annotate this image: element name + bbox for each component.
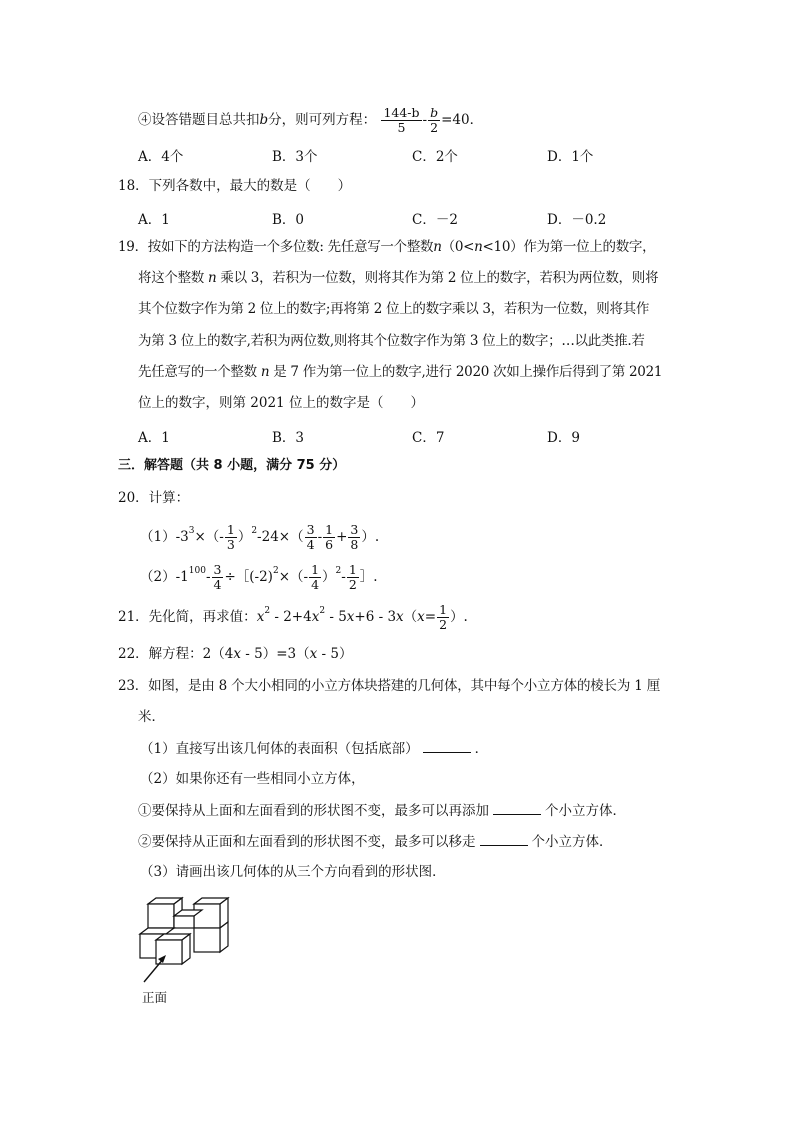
q17-item4-tail: =40． [441, 112, 484, 128]
q18-option-c: C．－2 [412, 212, 458, 228]
q20-p1-f4d: 8 [350, 537, 359, 552]
q21-x1-exp: 2 [264, 606, 271, 616]
q20-p1-e: - [317, 529, 323, 545]
q22-end: - 5） [317, 646, 353, 662]
q21-x2: x [311, 609, 320, 625]
q20-p2-c: ÷［(-2) [224, 569, 273, 585]
q20-p2-f3n: 1 [348, 562, 357, 577]
q19-option-c: C．7 [412, 430, 445, 446]
front-arrow [144, 955, 166, 982]
q18-option-a: A．1 [138, 212, 170, 228]
q23-sub2a-text: ①要保持从上面和左面看到的形状图不变，最多可以再添加 [138, 803, 489, 819]
q20-part1 [140, 520, 379, 554]
q20-p2-g: ］. [359, 569, 378, 585]
q18-option-b: B．0 [272, 212, 305, 228]
q20-p1-a-exp: 3 [188, 526, 195, 536]
q17-frac2 [428, 106, 440, 135]
q23-sub2a-blank [493, 800, 541, 815]
q20-p1-c: ） [237, 529, 252, 545]
q20-p2-frac2 [309, 563, 321, 592]
q21-frac-den: 2 [439, 617, 448, 632]
q20-p1-f: + [336, 529, 348, 545]
q23-sub2b [138, 831, 613, 852]
q20-p1-frac3 [323, 523, 335, 552]
q20-p2-frac3 [347, 563, 359, 592]
q19-line5-rest: 是 7 作为第一位上的数字,进行 2020 次如上操作后得到了第 2021 [273, 364, 663, 380]
q20-p1-f2n: 3 [306, 522, 315, 537]
q18-option-d: D．－0.2 [547, 212, 607, 228]
q20-p1-b: ×（- [194, 529, 224, 545]
q18-stem: 18．下列各数中，最大的数是（ ） [118, 178, 352, 194]
q23-sub1-blank [423, 738, 471, 753]
q22 [118, 644, 352, 664]
q19-line2 [138, 268, 658, 288]
q19-cond-var: n [474, 239, 483, 255]
q19-line1-text: 19．按如下的方法构造一个多位数: 先任意写一个整数 [118, 239, 434, 255]
q23-sub3: （3）请画出该几何体的从三个方向看到的形状图． [140, 864, 446, 880]
q23-cube-figure [130, 890, 240, 985]
q20-p1-f1n: 1 [226, 522, 235, 537]
q23-line2: 米． [138, 709, 165, 725]
q20-p1-f1d: 3 [226, 537, 235, 552]
q23-sub2b-post: 个小立方体． [531, 834, 613, 850]
q17-frac1 [381, 106, 421, 135]
q19-option-d: D．9 [547, 430, 580, 446]
q17-frac2-num: b [430, 105, 439, 120]
q19-option-a: A．1 [138, 430, 170, 446]
q20-p1-frac1 [225, 523, 237, 552]
q23-sub2: （2）如果你还有一些相同小立方体， [140, 771, 365, 787]
q20-p1-frac4 [348, 523, 360, 552]
q20-p1-f3n: 1 [325, 522, 334, 537]
q21-frac-num: 1 [439, 602, 448, 617]
q17-var-b: b [259, 112, 269, 128]
q19-line2-var: n [208, 270, 217, 286]
q20-p2-f2n: 1 [311, 562, 320, 577]
q20-p2-a-exp: 100 [188, 566, 206, 576]
q20-p2-d: ×（- [278, 569, 309, 585]
q20-part2 [140, 560, 378, 594]
top-right-cube [194, 898, 228, 928]
q21-cond-var: x [417, 609, 425, 625]
q19-line2-text: 将这个整数 [138, 270, 204, 286]
q20-p2-f3d: 2 [348, 577, 357, 592]
q17-frac1-num: 144-b [383, 105, 420, 120]
q20-p2-c-exp: 2 [272, 566, 279, 576]
q20-p2-f2d: 4 [311, 577, 320, 592]
q19-line5-var: n [260, 364, 270, 380]
q19-line6: 位上的数字，则第 2021 位上的数字是（ ） [138, 395, 424, 411]
q17-item4 [138, 106, 483, 135]
q20-p2-label: （2） [140, 569, 176, 585]
q20-p1-g: ）. [361, 529, 380, 545]
q22-x2: x [309, 646, 318, 662]
q17-item4-prefix: ④设答错题目总共扣 [138, 112, 260, 128]
q23-sub2b-blank [480, 831, 528, 846]
q19-var-n: n [433, 239, 442, 255]
q20-p1-f4n: 3 [350, 522, 359, 537]
q20-p1-d: -24×（ [257, 529, 304, 545]
q22-mid: - 5）=3（ [240, 646, 310, 662]
q20-p2-b: - [205, 569, 211, 585]
q23-sub1 [140, 738, 488, 759]
q19-line5-text: 先任意写的一个整数 [138, 364, 257, 380]
q19-line4: 为第 3 位上的数字,若积为两位数,则将其个位数字作为第 3 位上的数字；…以此类推.若 [138, 333, 645, 349]
q17-item4-mid: 分，则可列方程： [268, 112, 377, 128]
q19-cond: （0< [441, 239, 475, 255]
q21-expr4: - 5 [325, 609, 347, 625]
q23-sub1-text: （1）直接写出该几何体的表面积（包括底部） [140, 741, 419, 757]
q19-line1 [118, 237, 655, 257]
q17-option-d: D．1个 [547, 149, 594, 165]
q21 [118, 600, 468, 634]
q20-p2-a: -1 [175, 569, 189, 585]
q20-p2-frac1 [212, 563, 224, 592]
q23-sub1-post: ． [474, 741, 489, 757]
q17-option-c: C．2个 [412, 149, 458, 165]
q23-figure-caption: 正面 [142, 990, 168, 1005]
q21-expr2: - 2+4 [270, 609, 312, 625]
q20-p1-f2d: 4 [306, 537, 315, 552]
q20-p1-label: （1） [140, 529, 176, 545]
q19-cond-end: <10）作为第一位上的数字， [482, 239, 656, 255]
q20-p2-e-exp: 2 [335, 566, 342, 576]
q19-line3: 其个位数字作为第 2 位上的数字;再将第 2 位上的数字乘以 3，若积为一位数，则将其作 [138, 301, 650, 317]
q17-frac2-den: 2 [430, 120, 439, 135]
section-3-heading: 三．解答题（共 8 小题，满分 75 分） [118, 458, 346, 473]
q17-option-a: A．4个 [138, 149, 184, 165]
q20-p2-e: ） [322, 569, 336, 585]
q20-p2-f1d: 4 [213, 577, 222, 592]
q20-p1-frac2 [305, 523, 317, 552]
q20-p2-f1n: 3 [213, 562, 222, 577]
q19-option-b: B．3 [272, 430, 305, 446]
q23-sub2b-text: ②要保持从正面和左面看到的形状图不变，最多可以移走 [138, 834, 476, 850]
q21-cond-eq: = [424, 609, 437, 625]
q23-sub2a-post: 个小立方体． [545, 803, 626, 819]
q20-p1-c-exp: 2 [251, 526, 258, 536]
q21-cond-end: ）. [450, 609, 468, 625]
q21-cond: （ [403, 609, 418, 625]
q21-prefix: 21．先化简，再求值： [118, 609, 257, 625]
q21-expr6: +6 - 3 [354, 609, 397, 625]
q21-x2-exp: 2 [319, 606, 326, 616]
q21-frac [437, 603, 449, 632]
q22-prefix: 22．解方程：2（4 [118, 646, 234, 662]
q21-x3: x [346, 609, 355, 625]
q20-p1-a: -3 [175, 529, 189, 545]
q17-frac1-den: 5 [397, 120, 406, 135]
q23-sub2a [138, 800, 626, 821]
q21-x1: x [256, 609, 265, 625]
q21-x4: x [396, 609, 404, 625]
q23-line1: 23．如图，是由 8 个大小相同的小立方体块搭建的几何体，其中每个小立方体的棱长为 1 厘 [118, 678, 661, 694]
q22-x1: x [233, 646, 241, 662]
q20-p2-f: - [341, 569, 346, 585]
q17-option-b: B．3个 [272, 149, 318, 165]
q19-line2-rest: 乘以 3，若积为一位数，则将其作为第 2 位上的数字，若积为两位数，则将 [220, 270, 659, 286]
q20-p1-f3d: 6 [325, 537, 334, 552]
q20-title: 20．计算： [118, 490, 190, 506]
q19-line5 [138, 362, 662, 382]
q17-minus: - [422, 112, 428, 128]
